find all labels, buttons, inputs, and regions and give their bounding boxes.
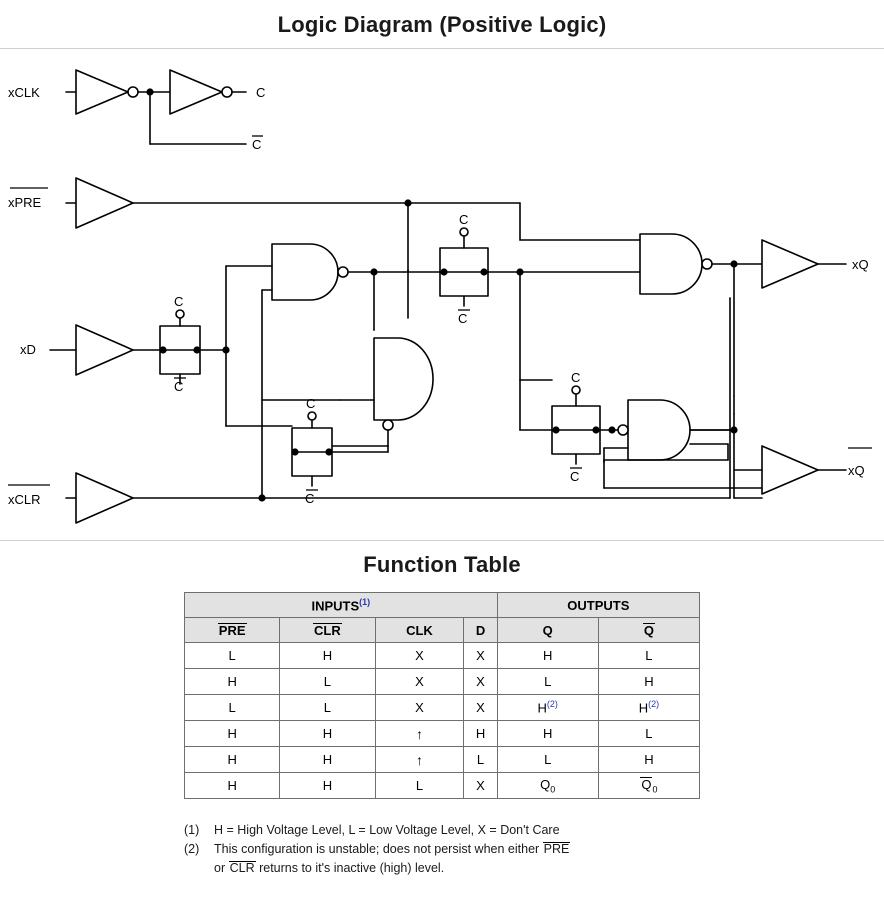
group-header-outputs xyxy=(497,593,699,618)
footnote-2-text-or: or xyxy=(214,860,229,875)
cell-qbar xyxy=(598,721,699,747)
footnote-2-text xyxy=(214,841,724,859)
cell-text: L xyxy=(228,700,236,715)
col-header-clk xyxy=(375,618,464,643)
cell-note: (2) xyxy=(546,699,558,710)
cell-pre xyxy=(185,773,280,799)
label-xpre: xPRE xyxy=(8,195,42,210)
footnote-2-line2 xyxy=(214,860,724,878)
cell-text: X xyxy=(476,648,485,663)
cell-text: H xyxy=(322,726,333,741)
cell-text: L xyxy=(544,752,552,767)
cell-q xyxy=(497,773,598,799)
table-row xyxy=(185,747,700,773)
label-tg1-c: C xyxy=(174,294,184,309)
footnote-2-text-a: This configuration is unstable; does not persist when either xyxy=(214,841,543,856)
function-table xyxy=(184,592,700,799)
col-header-clr xyxy=(280,618,375,643)
cell-d xyxy=(464,643,497,669)
cell-text: L xyxy=(645,726,653,741)
footnotes xyxy=(184,822,724,877)
cell-d xyxy=(464,669,497,695)
cell-d xyxy=(464,721,497,747)
table-row xyxy=(185,695,700,721)
label-c: C xyxy=(256,85,266,100)
cell-q xyxy=(497,747,598,773)
cell-text: L xyxy=(645,648,653,663)
cell-clr xyxy=(280,773,375,799)
cell-text: H xyxy=(644,752,654,767)
cell-d xyxy=(464,695,497,721)
cell-clr xyxy=(280,695,375,721)
cell-q xyxy=(497,643,598,669)
page-title-function-table: Function Table xyxy=(363,552,521,577)
cell-text: H xyxy=(227,726,237,741)
cell-note: (2) xyxy=(648,699,660,710)
cell-clk xyxy=(375,669,464,695)
table-row xyxy=(185,643,700,669)
cell-pre xyxy=(185,747,280,773)
footnote-1 xyxy=(184,822,724,840)
cell-text: X xyxy=(415,674,424,689)
table-group-header-row xyxy=(185,593,700,618)
cell-text: L xyxy=(415,778,424,793)
cell-text: H xyxy=(644,674,654,689)
cell-clr xyxy=(280,747,375,773)
cell-text: L xyxy=(544,674,552,689)
cell-text: H xyxy=(227,674,237,689)
col-header-pre-label: PRE xyxy=(218,622,246,638)
col-header-qbar-label: Q xyxy=(643,622,654,638)
col-header-d xyxy=(464,618,497,643)
col-header-pre xyxy=(185,618,280,643)
cell-subscript: 0 xyxy=(652,784,658,795)
label-tg4-cbar: C xyxy=(570,469,580,484)
label-xclr: xCLR xyxy=(8,492,41,507)
footnote-2-clr: CLR xyxy=(229,860,255,875)
label-tg1-cbar: C xyxy=(174,379,184,394)
cell-clr xyxy=(280,721,375,747)
footnote-2 xyxy=(184,841,724,859)
cell-clr xyxy=(280,643,375,669)
label-tg4-c: C xyxy=(571,370,581,385)
divider-bottom xyxy=(0,540,884,541)
col-header-qbar xyxy=(598,618,699,643)
cell-qbar xyxy=(598,643,699,669)
function-table-container xyxy=(184,592,700,799)
cell-q xyxy=(497,695,598,721)
label-xqbar: xQ xyxy=(848,463,865,478)
table-body xyxy=(185,643,700,799)
cell-text: X xyxy=(476,700,485,715)
cell-text: H xyxy=(537,700,547,716)
cell-qbar xyxy=(598,747,699,773)
cell-text: ↑ xyxy=(415,725,423,742)
cell-pre xyxy=(185,669,280,695)
label-tg2-c: C xyxy=(459,212,469,227)
table-row xyxy=(185,773,700,799)
cell-text: H xyxy=(227,778,237,793)
cell-text: H xyxy=(322,648,333,663)
cell-pre xyxy=(185,695,280,721)
cell-text: H xyxy=(227,752,237,767)
label-tg3-cbar: C xyxy=(305,491,315,506)
cell-text: L xyxy=(323,674,332,689)
footnote-2-text-b: returns to it's inactive (high) level. xyxy=(255,860,445,875)
cell-clk xyxy=(375,773,464,799)
label-xq: xQ xyxy=(852,257,869,272)
footnote-1-text: H = High Voltage Level, L = Low Voltage Level, X = Don't Care xyxy=(214,823,560,837)
group-header-inputs-label: INPUTS xyxy=(311,598,360,614)
table-column-header-row xyxy=(185,618,700,643)
col-header-d-label: D xyxy=(475,622,486,638)
col-header-clr-label: CLR xyxy=(314,622,341,638)
footnote-2-mark: (2) xyxy=(184,841,200,856)
table-head xyxy=(185,593,700,643)
page-title-logic-diagram: Logic Diagram (Positive Logic) xyxy=(277,12,607,37)
cell-qbar xyxy=(598,773,699,799)
cell-text: L xyxy=(323,700,332,715)
cell-qbar xyxy=(598,669,699,695)
cell-text: L xyxy=(476,752,485,767)
col-header-clk-label: CLK xyxy=(406,622,433,638)
table-row xyxy=(185,721,700,747)
cell-text: Q xyxy=(641,776,652,792)
group-header-outputs-label: OUTPUTS xyxy=(567,597,630,613)
footnote-2-pre: PRE xyxy=(543,841,570,856)
cell-text: H xyxy=(638,700,649,716)
col-header-q-label: Q xyxy=(542,622,553,638)
label-xd: xD xyxy=(20,342,36,357)
col-header-q xyxy=(497,618,598,643)
cell-subscript: 0 xyxy=(550,784,556,795)
cell-pre xyxy=(185,721,280,747)
cell-clr xyxy=(280,669,375,695)
cell-text: H xyxy=(475,726,486,741)
cell-text: H xyxy=(322,752,333,767)
cell-d xyxy=(464,773,497,799)
cell-text: H xyxy=(543,648,553,663)
logic-diagram xyxy=(0,48,884,540)
cell-text: X xyxy=(476,778,485,793)
cell-clk xyxy=(375,643,464,669)
cell-pre xyxy=(185,643,280,669)
cell-clk xyxy=(375,695,464,721)
cell-text: X xyxy=(415,700,424,715)
footnote-1-mark: (1) xyxy=(184,823,200,837)
cell-d xyxy=(464,747,497,773)
cell-text: X xyxy=(476,674,485,689)
table-row xyxy=(185,669,700,695)
label-tg3-c: C xyxy=(306,396,316,411)
cell-q xyxy=(497,721,598,747)
label-xclk: xCLK xyxy=(8,85,40,100)
cell-q xyxy=(497,669,598,695)
cell-text: L xyxy=(228,648,236,663)
label-tg2-cbar: C xyxy=(458,311,468,326)
cell-text: X xyxy=(415,648,424,663)
cell-text: Q xyxy=(540,776,551,792)
cell-text: H xyxy=(543,726,553,741)
cell-clk xyxy=(375,721,464,747)
cell-qbar xyxy=(598,695,699,721)
label-cbar: C xyxy=(252,137,262,152)
cell-clk xyxy=(375,747,464,773)
group-header-inputs-note: (1) xyxy=(359,596,371,607)
cell-text: H xyxy=(322,778,333,793)
cell-text: ↑ xyxy=(415,751,423,768)
group-header-inputs xyxy=(185,593,498,618)
